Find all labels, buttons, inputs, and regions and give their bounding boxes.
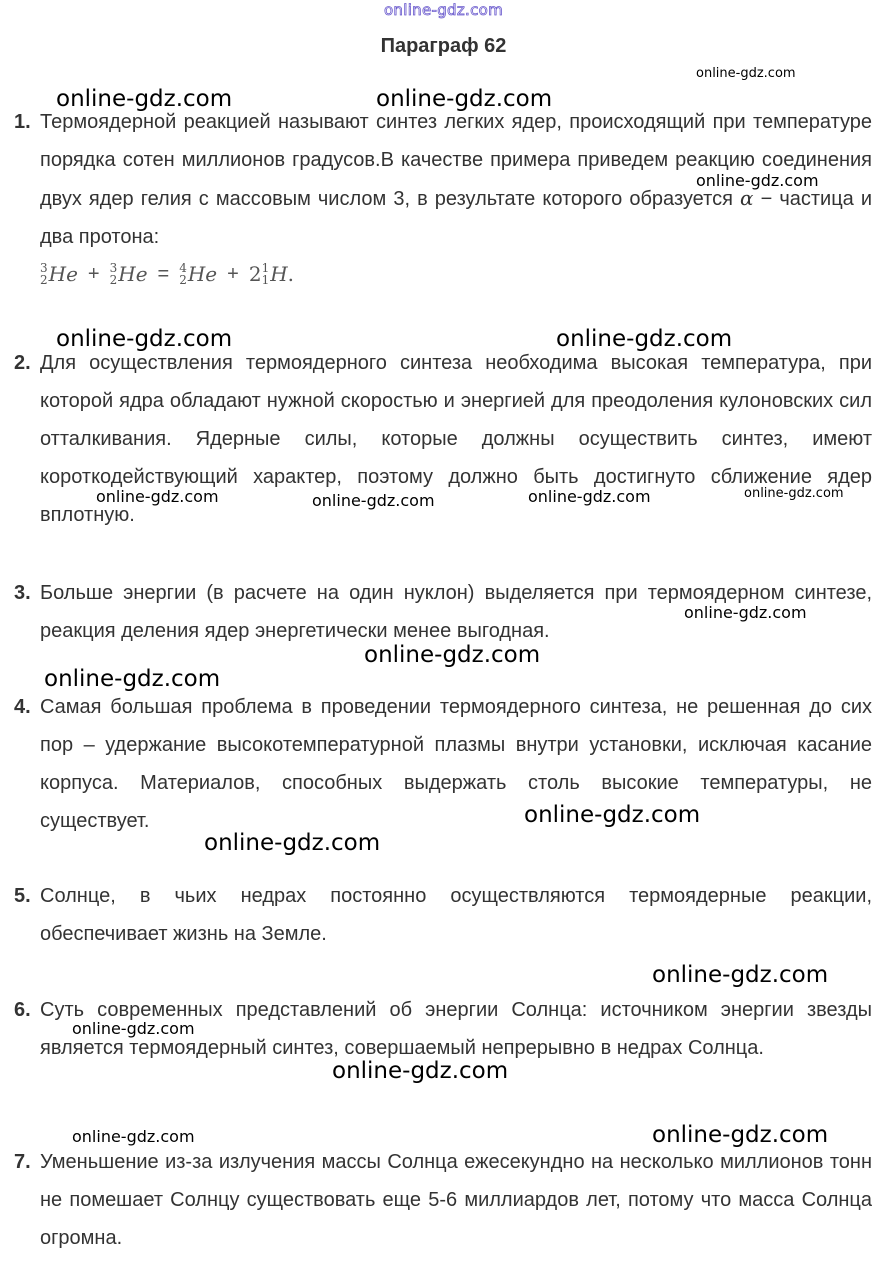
reaction-formula <box>40 262 294 286</box>
element-symbol: He <box>118 262 148 286</box>
coefficient: 2 <box>248 262 262 286</box>
nuclide-hydrogen-1 <box>249 262 294 286</box>
watermark: online-gdz.com <box>696 66 796 81</box>
watermark: online-gdz.com <box>556 326 733 352</box>
item-text-after: − частица и два протона: <box>40 188 873 248</box>
watermark: online-gdz.com <box>204 830 381 856</box>
page-title: Параграф 62 <box>380 35 507 57</box>
list-item-4 <box>14 688 872 840</box>
watermark: online-gdz.com <box>684 603 807 622</box>
item-text-main: Термоядерной реакцией называют синтез легких ядер, происходящий при температуре порядка сотен миллионов градусов.В качестве примера приведем реакцию соединения двух ядер гелия с массовым числом 3, в результате которого образуется <box>40 111 872 210</box>
plus-sign: + <box>227 262 239 285</box>
element-symbol: He <box>48 262 78 286</box>
watermark: online-gdz.com <box>72 1127 195 1146</box>
charge-number: 1 <box>261 273 270 287</box>
charge-number: 2 <box>109 273 118 287</box>
watermark: online-gdz.com <box>652 1122 829 1148</box>
item-number: 2. <box>14 352 31 374</box>
nuclide-helium-4 <box>179 262 217 286</box>
item-text: Уменьшение из-за излучения массы Солнца ежесекундно на несколько миллионов тонн не помешает Солнцу существовать еще 5-6 миллиардов лет, потому что масса Солнца огромна. <box>40 1151 872 1249</box>
element-symbol: H <box>270 262 288 286</box>
watermark: online-gdz.com <box>696 171 819 190</box>
item-text: Суть современных представлений об энергии Солнца: источником энергии звезды является термоядерный синтез, совершаемый непрерывно в недрах Солнца. <box>40 999 872 1059</box>
item-number: 4. <box>14 696 31 718</box>
watermark: online-gdz.com <box>332 1058 509 1084</box>
item-number: 7. <box>14 1151 31 1173</box>
charge-number: 2 <box>179 273 187 287</box>
equals-sign: = <box>157 262 170 285</box>
mass-number: 1 <box>261 261 270 275</box>
watermark: online-gdz.com <box>652 962 829 988</box>
mass-number: 4 <box>179 261 187 275</box>
item-text: Солнце, в чьих недрах постоянно осуществляются термоядерные реакции, обеспечивает жизнь на Земле. <box>40 885 872 945</box>
watermark: online-gdz.com <box>744 486 844 501</box>
element-symbol: He <box>187 262 218 286</box>
item-number: 6. <box>14 999 31 1021</box>
watermark: online-gdz.com <box>364 642 541 668</box>
watermark: online-gdz.com <box>56 86 233 112</box>
item-text: Больше энергии (в расчете на один нуклон) выделяется при термоядерном синтезе, реакция деления ядер энергетически менее выгодная. <box>40 582 872 642</box>
item-text: Для осуществления термоядерного синтеза необходима высокая температура, при которой ядра обладают нужной скоростью и энергией для преодоления кулоновских сил отталкивания. Ядерные силы, которые должны осуществить синтез, имеют короткодействующий характер, поэтому должно быть достигнуто сближение ядер вплотную. <box>40 352 872 526</box>
nuclide-helium-3 <box>110 262 148 286</box>
formula-period: . <box>287 262 295 286</box>
watermark: online-gdz.com <box>96 487 219 506</box>
watermark: online-gdz.com <box>72 1019 195 1038</box>
item-number: 5. <box>14 885 31 907</box>
item-text: Самая большая проблема в проведении термоядерного синтеза, не решенная до сих пор – удержание высокотемпературной плазмы внутри установки, исключая касание корпуса. Материалов, способных выдержать столь высокие температуры, не существует. <box>40 696 872 832</box>
plus-sign: + <box>87 262 100 285</box>
watermark: online-gdz.com <box>312 491 435 510</box>
item-number: 3. <box>14 582 31 604</box>
nuclide-helium-3 <box>40 262 78 286</box>
mass-number: 3 <box>40 261 48 275</box>
alpha-symbol: α <box>739 186 754 210</box>
charge-number: 2 <box>40 273 48 287</box>
item-number: 1. <box>14 111 31 133</box>
watermark: online-gdz.com <box>376 86 553 112</box>
list-item-5 <box>14 877 872 953</box>
site-link[interactable]: online-gdz.com <box>383 1 504 19</box>
list-item-7 <box>14 1143 872 1257</box>
watermark: online-gdz.com <box>524 802 701 828</box>
watermark: online-gdz.com <box>44 666 221 692</box>
watermark: online-gdz.com <box>528 487 651 506</box>
mass-number: 3 <box>109 261 118 275</box>
watermark: online-gdz.com <box>56 326 233 352</box>
